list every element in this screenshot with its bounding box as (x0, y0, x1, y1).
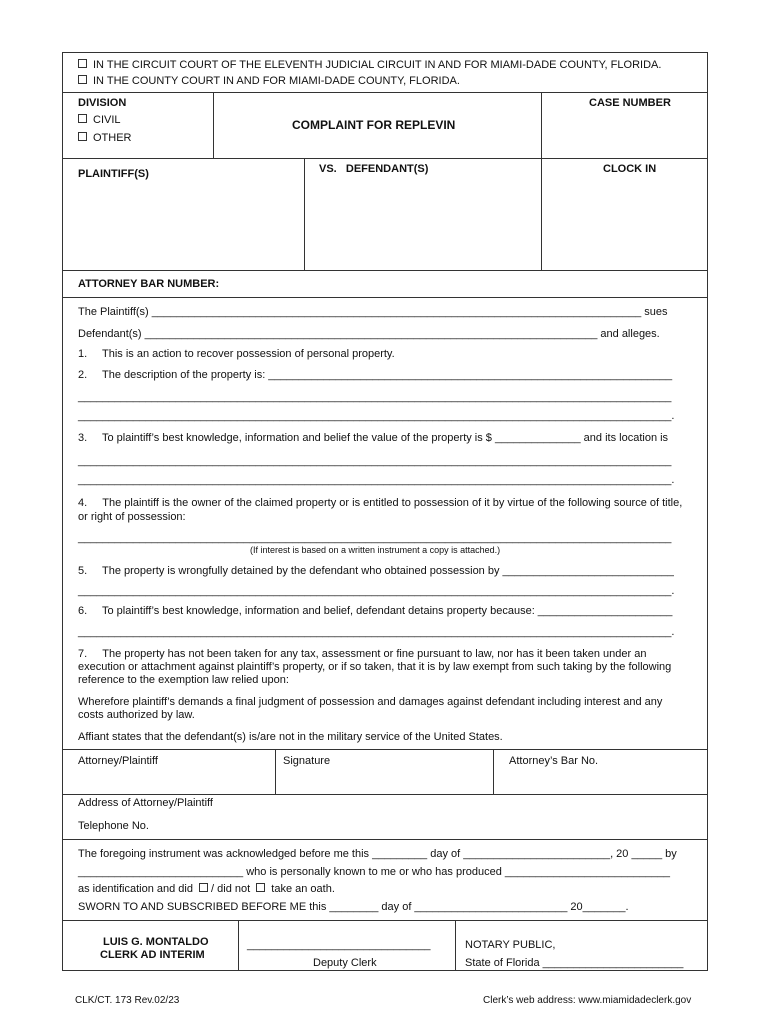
paragraph-6: To plaintiff’s best knowledge, information and belief, defendant detains property because: ______________________ (102, 605, 673, 617)
telephone-label: Telephone No. (78, 820, 149, 832)
defendants-label: VS. DEFENDANT(S) (319, 163, 429, 175)
civil-checkbox[interactable] (78, 114, 87, 123)
attorney-bar-no-label: Attorney’s Bar No. (509, 755, 599, 767)
divider (62, 749, 708, 750)
plaintiff-line: The Plaintiff(s) ________________________________________________________________________________ sues (78, 306, 668, 318)
paragraph-6-number: 6. (78, 605, 88, 617)
other-checkbox[interactable] (78, 132, 87, 141)
signature-label: Signature (283, 755, 331, 767)
blank-line: _________________________________________________________________________________________________ (78, 455, 672, 467)
divider (62, 158, 708, 159)
paragraph-2-number: 2. (78, 369, 88, 381)
did-checkbox[interactable] (199, 883, 208, 892)
divider (493, 749, 494, 794)
blank-line: _________________________________________________________________________________________________. (78, 474, 675, 486)
known-or-produced-line: ___________________________ who is personally known to me or who has produced ___________________________ (78, 866, 671, 878)
oath-line: as identification and did / did not take an oath. (78, 883, 335, 895)
paragraph-4-cont: or right of possession: (78, 511, 186, 523)
divider (304, 158, 305, 270)
wherefore-clause: Wherefore plaintiff’s demands a final judgment of possession and damages against defendant including interest and any (78, 696, 663, 708)
address-label: Address of Attorney/Plaintiff (78, 797, 213, 809)
notary-public-label: NOTARY PUBLIC, (465, 939, 556, 951)
clerk-name: LUIS G. MONTALDO (103, 936, 209, 948)
divider (541, 92, 542, 270)
blank-line: _________________________________________________________________________________________________. (78, 410, 675, 422)
written-instrument-note: (If interest is based on a written instrument a copy is attached.) (250, 545, 501, 555)
divider (62, 920, 708, 921)
clerk-website[interactable]: Clerk’s web address: www.miamidadeclerk.gov (483, 995, 692, 1006)
deputy-signature-line: ______________________________ (247, 939, 431, 951)
divider (62, 839, 708, 840)
blank-line: _________________________________________________________________________________________________ (78, 391, 672, 403)
attorney-bar-number-label: ATTORNEY BAR NUMBER: (78, 278, 220, 290)
paragraph-7: 7. The property has not been taken for any tax, assessment or fine pursuant to law, nor has it been taken under an (78, 648, 647, 660)
circuit-court-checkbox[interactable] (78, 59, 87, 68)
paragraph-7-cont: execution or attachment against plaintiff’s property, or if so taken, that it is by law exempt from such taking by the following (78, 661, 672, 673)
county-court-option[interactable]: IN THE COUNTY COURT IN AND FOR MIAMI-DADE COUNTY, FLORIDA. (78, 75, 460, 87)
paragraph-2: The description of the property is: __________________________________________________________________ (102, 369, 673, 381)
blank-line: _________________________________________________________________________________________________ (78, 532, 672, 544)
clock-in-label: CLOCK IN (603, 163, 657, 175)
division-label: DIVISION (78, 97, 127, 109)
state-of-florida-line: State of Florida _______________________ (465, 957, 684, 969)
paragraph-3-number: 3. (78, 432, 88, 444)
circuit-court-option[interactable]: IN THE CIRCUIT COURT OF THE ELEVENTH JUDICIAL CIRCUIT IN AND FOR MIAMI-DADE COUNTY, FLORIDA. (78, 59, 661, 71)
wherefore-clause-cont: costs authorized by law. (78, 709, 195, 721)
blank-line: _________________________________________________________________________________________________. (78, 585, 675, 597)
clerk-title: CLERK AD INTERIM (100, 949, 205, 961)
defendant-line: Defendant(s) __________________________________________________________________________ and alleges. (78, 328, 660, 340)
divider (455, 920, 456, 971)
case-number-label: CASE NUMBER (589, 97, 671, 109)
divider (238, 920, 239, 971)
form-title: COMPLAINT FOR REPLEVIN (292, 118, 456, 132)
deputy-clerk-label: Deputy Clerk (313, 957, 377, 969)
divider (213, 92, 214, 158)
did-not-checkbox[interactable] (256, 883, 265, 892)
attorney-plaintiff-label: Attorney/Plaintiff (78, 755, 158, 767)
paragraph-1-number: 1. (78, 348, 88, 360)
paragraph-5-number: 5. (78, 565, 88, 577)
paragraph-1: This is an action to recover possession of personal property. (102, 348, 395, 360)
paragraph-7-cont: reference to the exemption law relied upon: (78, 674, 289, 686)
division-civil-option[interactable]: CIVIL (78, 114, 121, 126)
divider (62, 92, 708, 93)
divider (275, 749, 276, 794)
county-court-checkbox[interactable] (78, 75, 87, 84)
sworn-line: SWORN TO AND SUBSCRIBED BEFORE ME this ________ day of _________________________ 20_______. (78, 901, 629, 913)
affiant-statement: Affiant states that the defendant(s) is/are not in the military service of the United States. (78, 731, 503, 743)
paragraph-3: To plaintiff’s best knowledge, information and belief the value of the property is $ ______________ and its location is (102, 432, 669, 444)
blank-line: _________________________________________________________________________________________________. (78, 626, 675, 638)
paragraph-4: 4. The plaintiff is the owner of the claimed property or is entitled to possession of it by virtue of the following source of title, (78, 497, 683, 509)
paragraph-5: The property is wrongfully detained by the defendant who obtained possession by ____________________________ (102, 565, 674, 577)
divider (62, 270, 708, 271)
form-number: CLK/CT. 173 Rev.02/23 (75, 995, 180, 1006)
divider (62, 297, 708, 298)
division-other-option[interactable]: OTHER (78, 132, 132, 144)
acknowledgment-line: The foregoing instrument was acknowledged before me this _________ day of ________________________, 20 _____ by (78, 848, 677, 860)
divider (62, 794, 708, 795)
plaintiffs-label: PLAINTIFF(S) (78, 168, 149, 180)
